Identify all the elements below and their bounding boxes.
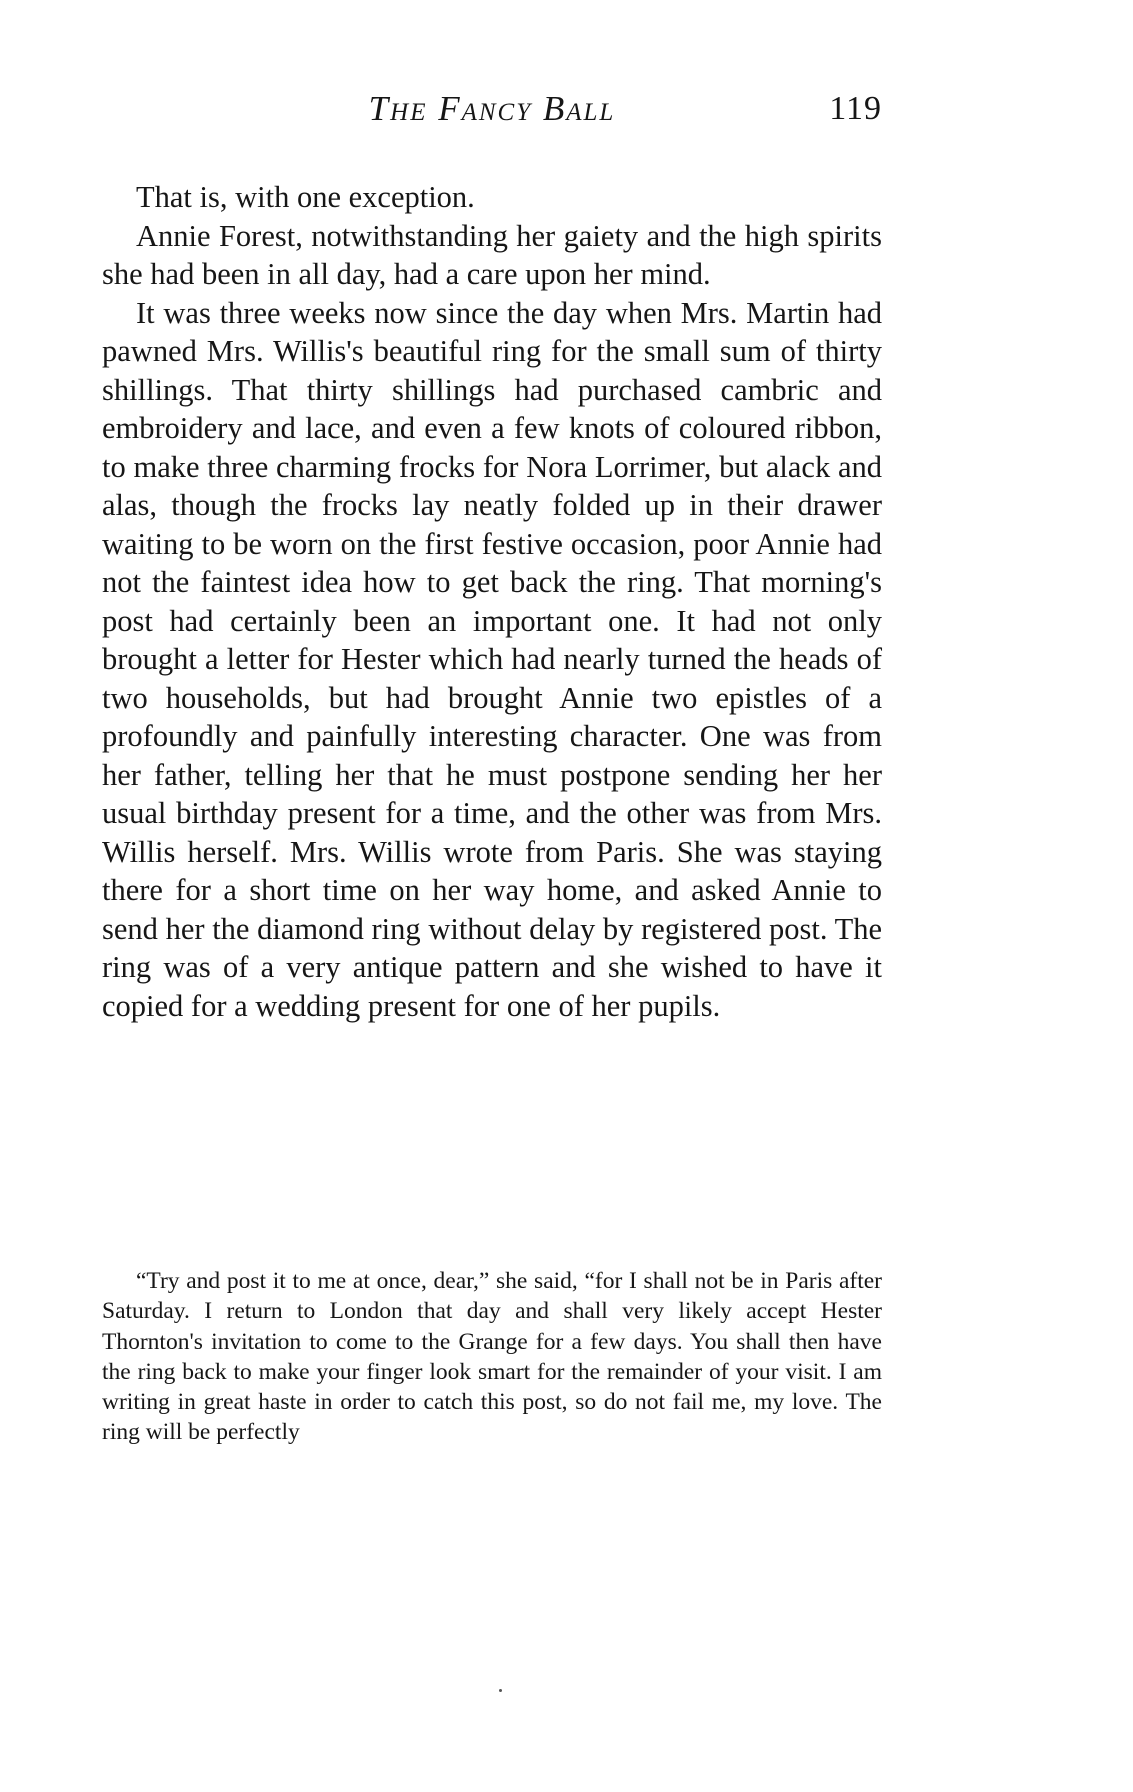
letter-excerpt	[102, 1266, 882, 1448]
letter-paragraph: “Try and post it to me at once, dear,” she said, “for I shall not be in Paris after Saturday. I return to London that day and shall very likely accept Hester Thornton's invitation to come to the Grange for a few days. You shall then have the ring back to make your finger look smart for the remainder of your visit. I am writing in great haste in order to catch this post, so do not fail me, my love. The ring will be perfectly	[102, 1268, 882, 1446]
body-text	[102, 178, 882, 1025]
paragraph: It was three weeks now since the day when Mrs. Martin had pawned Mrs. Willis's beautiful ring for the small sum of thirty shillings. That thirty shillings had purchased cambric and embroidery and lace, and even a few knots of coloured ribbon, to make three charming frocks for Nora Lorrimer, but alack and alas, though the frocks lay neatly folded up in their drawer waiting to be worn on the first festive occasion, poor Annie had not the faintest idea how to get back the ring. That morning's post had certainly been an important one. It had not only brought a letter for Hester which had nearly turned the heads of two households, but had brought Annie two epistles of a profoundly and painfully interesting character. One was from her father, telling her that he must postpone sending her her usual birthday present for a time, and the other was from Mrs. Willis herself. Mrs. Willis wrote from Paris. She was staying there for a short time on her way home, and asked Annie to send her the diamond ring without delay by registered post. The ring was of a very antique pattern and she wished to have it copied for a wedding present for one of her pupils.	[102, 295, 882, 1023]
running-title: The Fancy Ball	[368, 89, 616, 128]
ink-speck	[499, 1689, 502, 1692]
running-head	[102, 84, 882, 134]
page-number: 119	[829, 90, 882, 127]
paragraph: That is, with one exception.	[136, 180, 475, 214]
paragraph: Annie Forest, notwithstanding her gaiety and the high spirits she had been in all day, had a care upon her mind.	[102, 218, 882, 291]
